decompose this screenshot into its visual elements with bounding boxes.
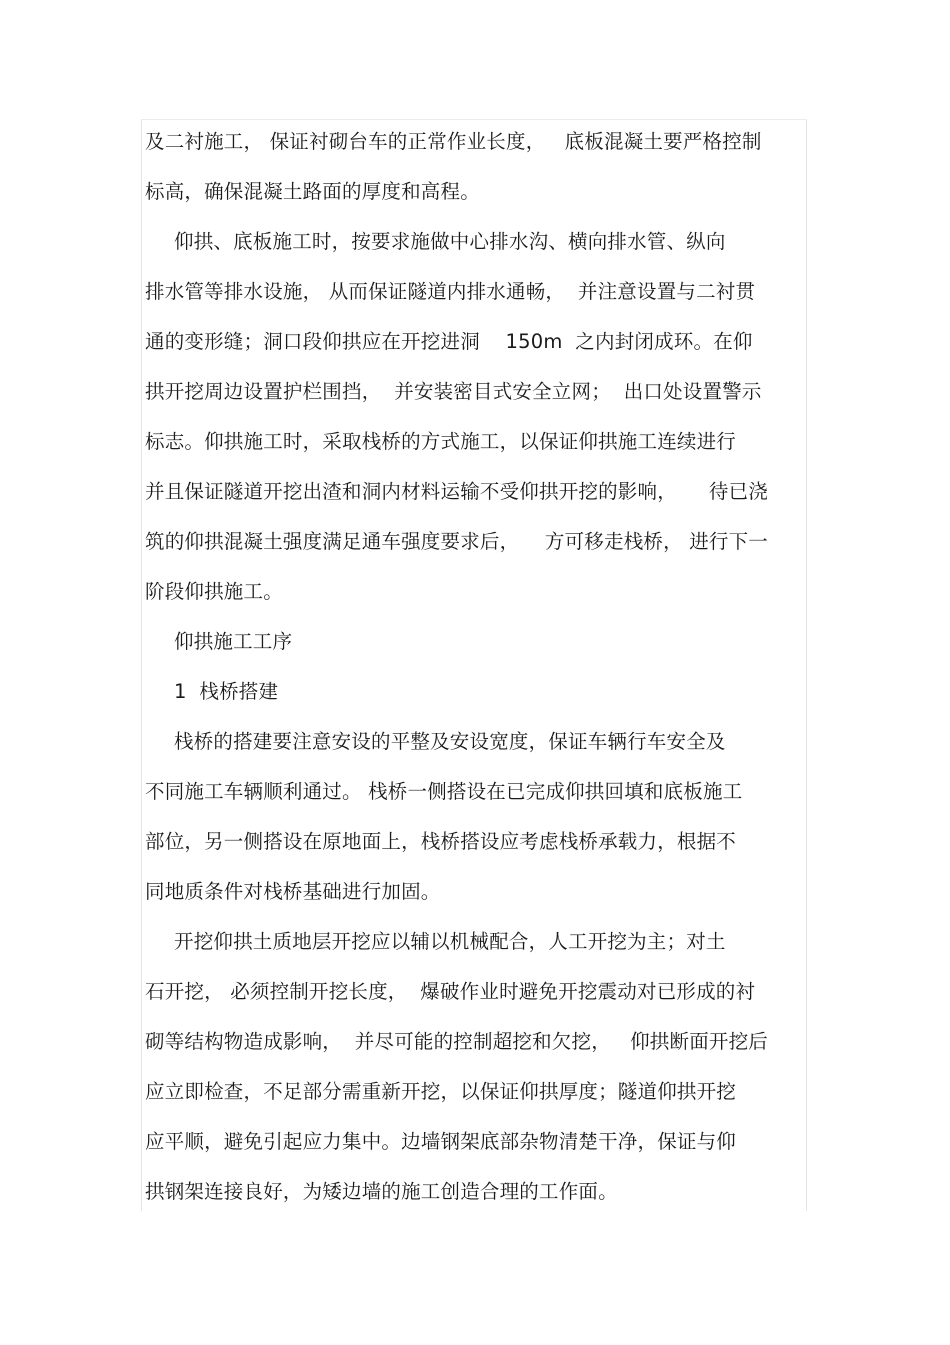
text-line: 并且保证隧道开挖出渣和洞内材料运输不受仰拱开挖的影响， 待已浇	[145, 480, 768, 503]
text-line: 排水管等排水设施， 从而保证隧道内排水通畅， 并注意设置与二衬贯	[145, 280, 756, 303]
text-line: 标志。仰拱施工时，采取栈桥的方式施工，以保证仰拱施工连续进行	[145, 430, 737, 453]
text-line: 应平顺，避免引起应力集中。边墙钢架底部杂物清楚干净，保证与仰	[145, 1130, 737, 1153]
text-line: 阶段仰拱施工。	[145, 580, 283, 603]
text-line: 砌等结构物造成影响， 并尽可能的控制超挖和欠挖， 仰拱断面开挖后	[145, 1030, 768, 1053]
text-line: 仰拱、底板施工时，按要求施做中心排水沟、横向排水管、纵向	[174, 230, 726, 253]
text-line: 开挖仰拱土质地层开挖应以辅以机械配合，人工开挖为主；对土	[174, 930, 726, 953]
text-line: 部位，另一侧搭设在原地面上，栈桥搭设应考虑栈桥承载力，根据不	[145, 830, 737, 853]
text-line: 栈桥的搭建要注意安设的平整及安设宽度，保证车辆行车安全及	[174, 730, 726, 753]
text-line: 标高，确保混凝土路面的厚度和高程。	[145, 180, 480, 203]
text-line: 不同施工车辆顺利通过。 栈桥一侧搭设在已完成仰拱回填和底板施工	[145, 780, 743, 803]
subsection-heading: 1 栈桥搭建	[174, 680, 279, 703]
section-heading: 仰拱施工工序	[174, 630, 293, 653]
text-line: 同地质条件对栈桥基础进行加固。	[145, 880, 441, 903]
text-line: 通的变形缝；洞口段仰拱应在开挖进洞 150m 之内封闭成环。在仰	[145, 330, 753, 353]
text-line: 拱钢架连接良好，为矮边墙的施工创造合理的工作面。	[145, 1180, 618, 1203]
text-line: 石开挖， 必须控制开挖长度， 爆破作业时避免开挖震动对已形成的衬	[145, 980, 756, 1003]
text-line: 拱开挖周边设置护栏围挡， 并安装密目式安全立网； 出口处设置警示	[145, 380, 762, 403]
text-line: 应立即检查，不足部分需重新开挖，以保证仰拱厚度；隧道仰拱开挖	[145, 1080, 737, 1103]
text-line: 及二衬施工， 保证衬砌台车的正常作业长度， 底板混凝土要严格控制	[145, 130, 762, 153]
text-line: 筑的仰拱混凝土强度满足通车强度要求后， 方可移走栈桥， 进行下一	[145, 530, 768, 553]
